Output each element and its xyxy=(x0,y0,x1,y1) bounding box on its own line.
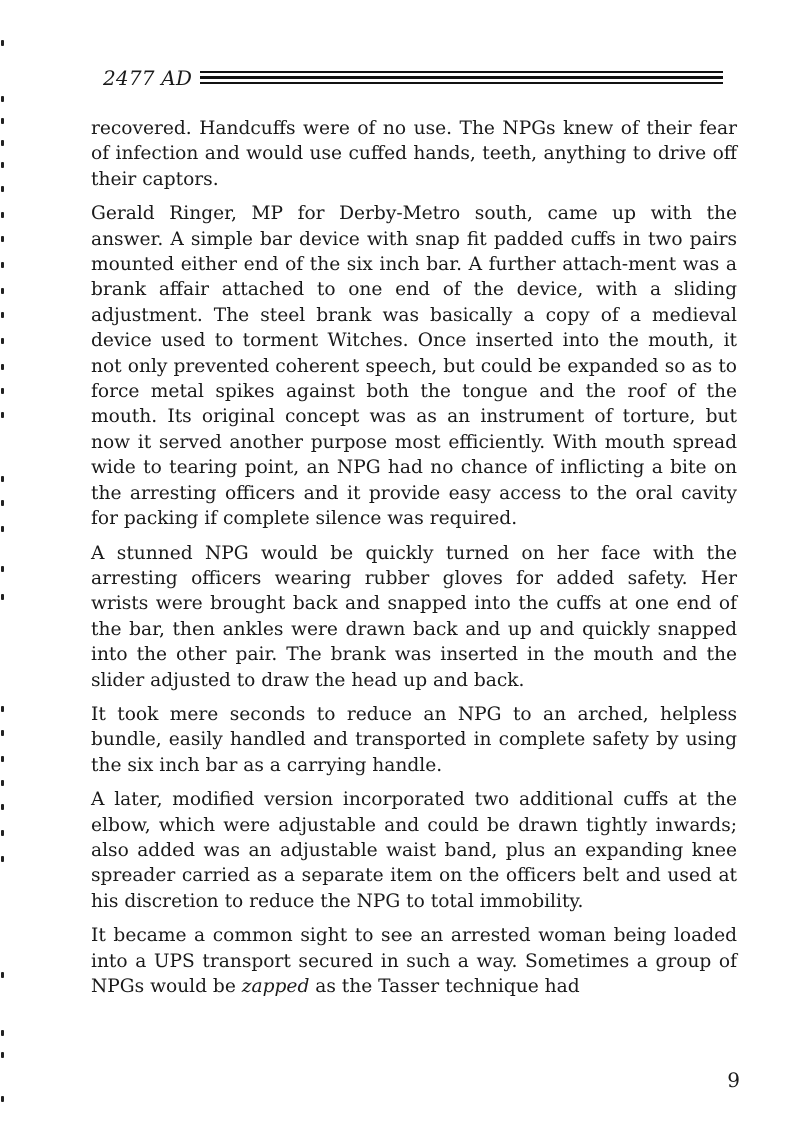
header-rule-lines xyxy=(200,71,723,85)
emphasized-word: zapped xyxy=(241,976,310,997)
page-edge-marks xyxy=(0,0,8,1136)
paragraph-text: as the Tasser technique had xyxy=(309,976,580,997)
paragraph: recovered. Handcuffs were of no use. The NPGs knew of their fear of infection and would use cuffed hands, teeth, anything to drive off their captors. xyxy=(91,118,737,190)
running-title: 2477 AD xyxy=(103,66,193,90)
paragraph: Gerald Ringer, MP for Derby-Metro south, came up with the answer. A simple bar device with snap fit padded cuffs in two pairs mounted either end of the six inch bar. A further attach-ment was a brank affair attached to one end of the device, with a sliding adjustment. The steel brank was basically a copy of a medieval device used to torment Witches. Once inserted into the mouth, it not only prevented coherent speech, but could be expanded so as to force metal spikes against both the tongue and the roof of the mouth. Its original concept was as an instrument of torture, but now it served another purpose most efficiently. With mouth spread wide to tearing point, an NPG had no chance of inflicting a bite on the arresting officers and it provide easy access to the oral cavity for packing if complete silence was required. xyxy=(91,203,737,530)
body-text xyxy=(91,116,737,1008)
paragraph-last xyxy=(91,923,737,999)
running-header xyxy=(103,66,723,90)
page-number: 9 xyxy=(727,1068,740,1092)
paragraph: It took mere seconds to reduce an NPG to an arched, helpless bundle, easily handled and transported in complete safety by using the six inch bar as a carrying handle. xyxy=(91,703,737,776)
paragraph: A later, modified version incorporated two additional cuffs at the elbow, which were adjustable and could be drawn tightly inwards; also added was an adjustable waist band, plus an expanding knee spreader carried as a separate item on the officers belt and used at his discretion to reduce the NPG to total immobility. xyxy=(91,789,737,912)
paragraph: A stunned NPG would be quickly turned on her face with the arresting officers wearing rubber gloves for added safety. Her wrists were brought back and snapped into the cuffs at one end of the bar, then ankles were drawn back and up and quickly snapped into the other pair. The brank was inserted in the mouth and the slider adjusted to draw the head up and back. xyxy=(91,542,737,691)
paragraph-text: It became a common sight to see an arrested woman being loaded into a UPS transport secured in such a way. Sometimes a group of NPGs would be xyxy=(91,925,737,997)
